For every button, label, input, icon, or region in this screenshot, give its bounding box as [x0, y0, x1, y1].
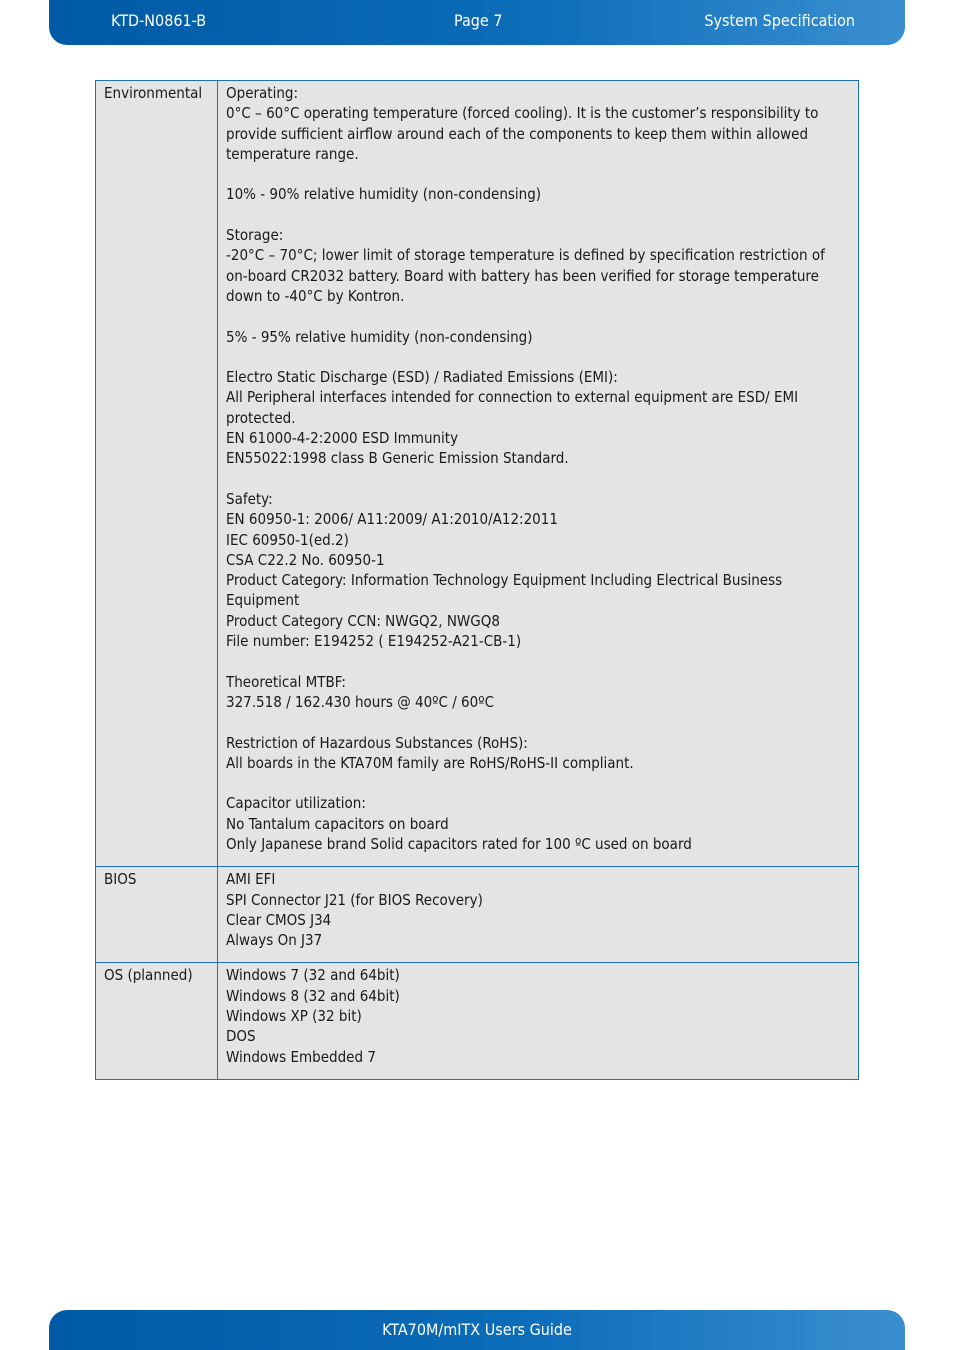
spec-line: Always On J37 [226, 931, 323, 950]
spec-line: Product Category: Information Technology Equipment Including Electrical Business [226, 571, 783, 590]
spec-line: 327.518 / 162.430 hours @ 40ºC / 60ºC [226, 692, 495, 711]
spec-line: Windows XP (32 bit) [226, 1007, 362, 1026]
spec-line: Product Category CCN: NWGQ2, NWGQ8 [226, 611, 500, 630]
spec-line: 10% - 90% relative humidity (non-condensing) [226, 185, 542, 204]
spec-line: File number: E194252 ( E194252-A21-CB-1) [226, 632, 522, 651]
spec-line: Windows 8 (32 and 64bit) [226, 986, 400, 1005]
spec-line: on-board CR2032 battery. Board with battery has been verified for storage temperature [226, 266, 819, 285]
spec-line: Restriction of Hazardous Substances (RoHS): [226, 733, 528, 752]
spec-row-value [218, 81, 859, 867]
spec-line: 0°C – 60°C operating temperature (forced cooling). It is the customer’s responsibility to [226, 104, 819, 123]
spec-row [96, 81, 859, 867]
spec-line [226, 651, 850, 671]
page-number: Page 7 [454, 11, 503, 30]
spec-row-label: BIOS [96, 867, 218, 963]
spec-line: Theoretical MTBF: [226, 672, 346, 691]
spec-row-value [218, 867, 859, 963]
section-title: System Specification [704, 11, 855, 30]
spec-row [96, 867, 859, 963]
spec-line: EN55022:1998 class B Generic Emission Standard. [226, 449, 569, 468]
spec-line: Storage: [226, 226, 284, 245]
spec-line [226, 773, 850, 793]
spec-line: No Tantalum capacitors on board [226, 814, 449, 833]
spec-line: Windows Embedded 7 [226, 1047, 376, 1066]
spec-line: Only Japanese brand Solid capacitors rated for 100 ºC used on board [226, 834, 692, 853]
spec-line [226, 347, 850, 367]
page-footer [49, 1310, 905, 1350]
spec-line: IEC 60950-1(ed.2) [226, 530, 349, 549]
spec-line: AMI EFI [226, 870, 276, 889]
spec-line: provide sufficient airflow around each of the components to keep them within allowed [226, 124, 809, 143]
spec-row-label: OS (planned) [96, 963, 218, 1079]
spec-line: protected. [226, 408, 296, 427]
spec-line: Windows 7 (32 and 64bit) [226, 966, 400, 985]
spec-line: CSA C22.2 No. 60950-1 [226, 550, 385, 569]
spec-line: All boards in the KTA70M family are RoHS/RoHS-II compliant. [226, 753, 634, 772]
spec-row-label: Environmental [96, 81, 218, 867]
spec-line: Operating: [226, 84, 299, 102]
spec-line: temperature range. [226, 144, 359, 163]
spec-line [226, 205, 850, 225]
spec-line [226, 469, 850, 489]
spec-line: SPI Connector J21 (for BIOS Recovery) [226, 890, 483, 909]
spec-line: EN 61000-4-2:2000 ESD Immunity [226, 429, 459, 448]
spec-line: Capacitor utilization: [226, 794, 366, 813]
spec-line: down to -40°C by Kontron. [226, 286, 405, 305]
spec-line: EN 60950-1: 2006/ A11:2009/ A1:2010/A12:2011 [226, 510, 558, 529]
document-title: KTA70M/mITX Users Guide [382, 1320, 572, 1339]
spec-line [226, 306, 850, 326]
spec-row-value [218, 963, 859, 1079]
spec-line: Equipment [226, 591, 300, 610]
specification-table [95, 80, 859, 1080]
spec-line: DOS [226, 1027, 256, 1046]
document-id: KTD-N0861-B [111, 11, 207, 30]
page-header [49, 0, 905, 45]
spec-line: 5% - 95% relative humidity (non-condensing) [226, 327, 533, 346]
spec-line: Clear CMOS J34 [226, 910, 332, 929]
spec-line [226, 712, 850, 732]
spec-line [226, 164, 850, 184]
spec-line: -20°C – 70°C; lower limit of storage temperature is defined by specification restriction of [226, 246, 825, 265]
spec-line: Electro Static Discharge (ESD) / Radiated Emissions (EMI): [226, 368, 618, 387]
spec-line: Safety: [226, 489, 273, 508]
spec-line: All Peripheral interfaces intended for connection to external equipment are ESD/ EMI [226, 388, 799, 407]
spec-row [96, 963, 859, 1079]
